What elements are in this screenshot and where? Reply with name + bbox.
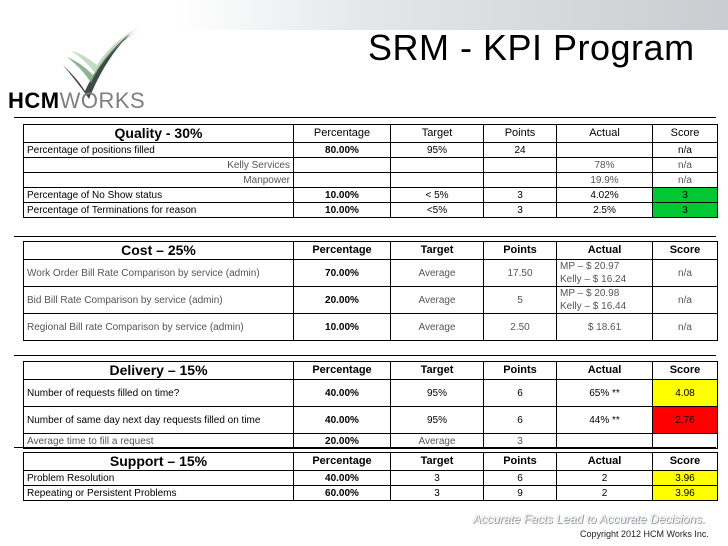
row-target: Average	[391, 434, 484, 449]
col-target: Target	[391, 125, 484, 143]
row-target	[391, 173, 484, 188]
actual-mp: MP – $ 20.98	[560, 288, 620, 299]
row-percentage: 40.00%	[294, 471, 391, 486]
row-label: Problem Resolution	[24, 471, 294, 486]
row-points: 5	[484, 287, 557, 314]
row-percentage: 40.00%	[294, 380, 391, 407]
row-points: 17.50	[484, 260, 557, 287]
row-percentage: 40.00%	[294, 407, 391, 434]
col-percentage: Percentage	[294, 242, 391, 260]
col-actual: Actual	[557, 362, 653, 380]
row-points: 9	[484, 486, 557, 501]
cost-heading: Cost – 25%	[24, 242, 294, 260]
col-points: Points	[484, 453, 557, 471]
row-percentage: 10.00%	[294, 314, 391, 341]
row-percentage: 70.00%	[294, 260, 391, 287]
row-score: n/a	[653, 287, 718, 314]
divider-top	[14, 117, 716, 118]
table-row	[24, 203, 718, 218]
header-gradient-band	[176, 0, 728, 30]
table-header	[24, 125, 718, 143]
table-row	[24, 380, 718, 407]
row-percentage: 20.00%	[294, 287, 391, 314]
row-points: 3	[484, 203, 557, 218]
col-points: Points	[484, 362, 557, 380]
col-actual: Actual	[557, 125, 653, 143]
divider-delivery	[14, 355, 716, 356]
table-header	[24, 453, 718, 471]
row-label: Work Order Bill Rate Comparison by service (admin)	[24, 260, 294, 287]
row-percentage: 80.00%	[294, 143, 391, 158]
row-label: Percentage of positions filled	[24, 143, 294, 158]
delivery-table	[23, 361, 718, 449]
row-actual: 44% **	[557, 407, 653, 434]
score-badge: 2.76	[653, 407, 718, 434]
quality-table	[23, 124, 718, 218]
row-percentage	[294, 158, 391, 173]
table-row	[24, 434, 718, 449]
row-percentage: 10.00%	[294, 188, 391, 203]
row-label: Percentage of Terminations for reason	[24, 203, 294, 218]
row-points	[484, 158, 557, 173]
table-header	[24, 362, 718, 380]
row-label: Percentage of No Show status	[24, 188, 294, 203]
row-target: 3	[391, 471, 484, 486]
score-badge: 3.96	[653, 471, 718, 486]
row-actual: 4.02%	[557, 188, 653, 203]
row-points: 6	[484, 380, 557, 407]
hcmworks-logo-text	[8, 88, 145, 114]
col-actual: Actual	[557, 242, 653, 260]
col-target: Target	[391, 453, 484, 471]
col-points: Points	[484, 242, 557, 260]
copyright: Copyright 2012 HCM Works Inc.	[580, 529, 709, 539]
col-percentage: Percentage	[294, 125, 391, 143]
col-score: Score	[653, 242, 718, 260]
col-points: Points	[484, 125, 557, 143]
row-actual: 2	[557, 471, 653, 486]
row-label: Average time to fill a request	[24, 434, 294, 449]
row-actual	[557, 434, 653, 449]
row-actual	[557, 260, 653, 287]
row-percentage: 10.00%	[294, 203, 391, 218]
row-actual: 65% **	[557, 380, 653, 407]
col-target: Target	[391, 362, 484, 380]
row-label: Repeating or Persistent Problems	[24, 486, 294, 501]
actual-mp: MP – $ 20.97	[560, 261, 620, 272]
row-points: 3	[484, 434, 557, 449]
row-actual: 78%	[557, 158, 653, 173]
col-percentage: Percentage	[294, 362, 391, 380]
col-score: Score	[653, 362, 718, 380]
row-score: n/a	[653, 143, 718, 158]
col-score: Score	[653, 125, 718, 143]
row-points: 2.50	[484, 314, 557, 341]
table-row	[24, 486, 718, 501]
row-score: n/a	[653, 173, 718, 188]
row-label: Regional Bill rate Comparison by service (admin)	[24, 314, 294, 341]
row-target	[391, 158, 484, 173]
row-actual: 19.9%	[557, 173, 653, 188]
row-target: <5%	[391, 203, 484, 218]
quality-heading: Quality - 30%	[24, 125, 294, 143]
row-percentage: 60.00%	[294, 486, 391, 501]
row-percentage	[294, 173, 391, 188]
row-points: 6	[484, 407, 557, 434]
table-row	[24, 287, 718, 314]
score-badge: 4.08	[653, 380, 718, 407]
page-title: SRM - KPI Program	[368, 27, 695, 68]
row-actual: $ 18.61	[557, 314, 653, 341]
score-badge: 3	[653, 203, 718, 218]
row-target: Average	[391, 260, 484, 287]
row-points	[484, 173, 557, 188]
score-badge: 3.96	[653, 486, 718, 501]
table-row	[24, 471, 718, 486]
row-score: n/a	[653, 314, 718, 341]
row-actual	[557, 143, 653, 158]
table-row	[24, 188, 718, 203]
row-score	[653, 434, 718, 449]
col-percentage: Percentage	[294, 453, 391, 471]
logo-light: WORKS	[59, 88, 146, 113]
cost-table	[23, 241, 718, 341]
table-header	[24, 242, 718, 260]
support-table	[23, 452, 718, 501]
row-points: 24	[484, 143, 557, 158]
row-target: 3	[391, 486, 484, 501]
row-score: n/a	[653, 158, 718, 173]
logo-bold: HCM	[8, 88, 60, 113]
table-row	[24, 143, 718, 158]
table-row	[24, 314, 718, 341]
col-actual: Actual	[557, 453, 653, 471]
table-row	[24, 158, 718, 173]
row-label: Kelly Services	[24, 158, 294, 173]
row-percentage: 20.00%	[294, 434, 391, 449]
row-actual	[557, 287, 653, 314]
row-target: 95%	[391, 380, 484, 407]
actual-kelly: Kelly – $ 16.44	[560, 301, 627, 312]
delivery-heading: Delivery – 15%	[24, 362, 294, 380]
row-score: n/a	[653, 260, 718, 287]
row-target: Average	[391, 314, 484, 341]
table-row	[24, 260, 718, 287]
table-row	[24, 173, 718, 188]
row-target: 95%	[391, 143, 484, 158]
row-target: 95%	[391, 407, 484, 434]
actual-kelly: Kelly – $ 16.24	[560, 274, 627, 285]
row-label: Manpower	[24, 173, 294, 188]
row-label: Bid Bill Rate Comparison by service (admin)	[24, 287, 294, 314]
support-heading: Support – 15%	[24, 453, 294, 471]
tagline: Accurate Facts Lead to Accurate Decisions.	[473, 512, 706, 526]
row-label: Number of same day next day requests filled on time	[24, 407, 294, 434]
table-row	[24, 407, 718, 434]
row-points: 6	[484, 471, 557, 486]
col-score: Score	[653, 453, 718, 471]
row-label: Number of requests filled on time?	[24, 380, 294, 407]
divider-cost	[14, 236, 716, 237]
score-badge: 3	[653, 188, 718, 203]
row-actual: 2	[557, 486, 653, 501]
col-target: Target	[391, 242, 484, 260]
row-actual: 2.5%	[557, 203, 653, 218]
row-points: 3	[484, 188, 557, 203]
row-target: < 5%	[391, 188, 484, 203]
row-target: Average	[391, 287, 484, 314]
